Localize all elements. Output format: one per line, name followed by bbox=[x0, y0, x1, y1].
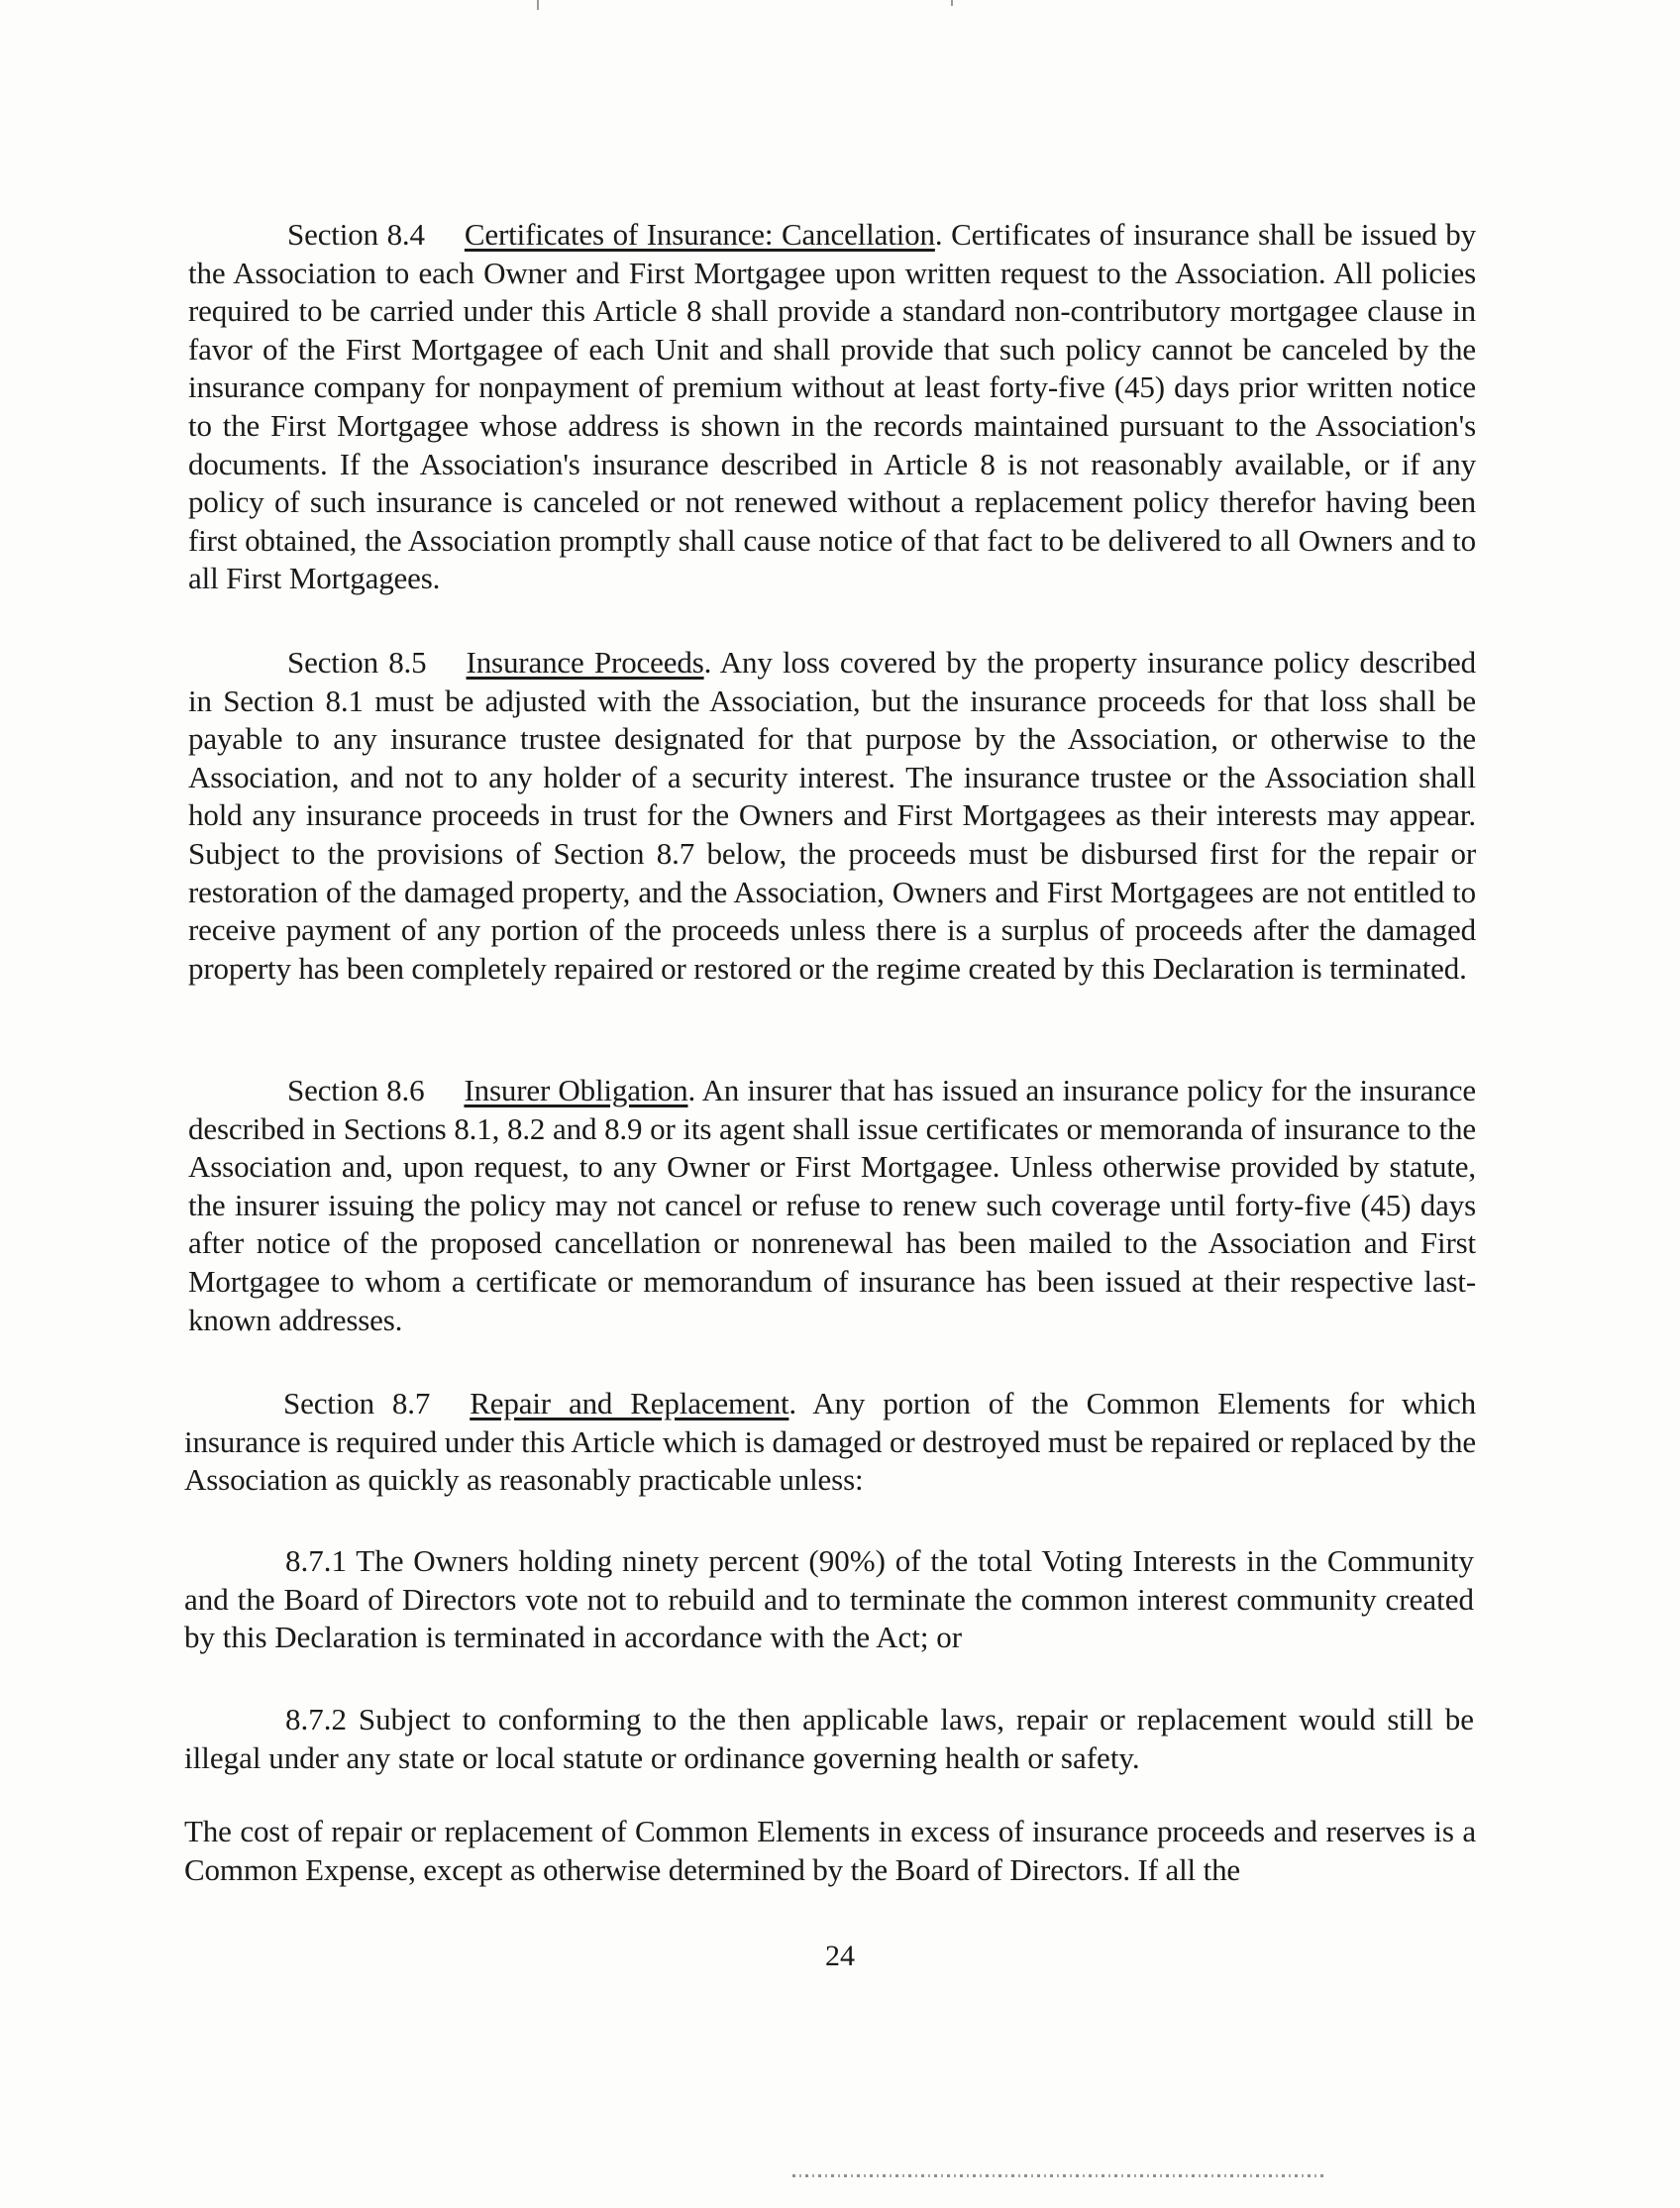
scan-artifact-bottom bbox=[792, 2174, 1327, 2177]
section-8-6-heading: Insurer Obligation bbox=[464, 1073, 688, 1107]
scan-artifact-top-left bbox=[537, 0, 539, 10]
scan-artifact-top-right bbox=[951, 0, 953, 6]
section-8-6-body: . An insurer that has issued an insurance policy for the insurance described in Sections 8.1, 8.2 and 8.9 or its agent shall issue certificates or memoranda of insurance to the Association and, upon request, to any Owner or First Mortgagee. Unless otherwise provided by statute, the insurer issuing the policy may not cancel or refuse to renew such coverage until forty-five (45) days after notice of the proposed cancellation or nonrenewal has been mailed to the Association and First Mortgagee to whom a certificate or memorandum of insurance has been issued at their respective last-known addresses. bbox=[188, 1073, 1476, 1337]
section-8-5-body: . Any loss covered by the property insurance policy described in Section 8.1 must be adjusted with the Association, but the insurance proceeds for that loss shall be payable to any insurance trustee designated for that purpose by the Association, or otherwise to the Association, and not to any holder of a security interest. The insurance trustee or the Association shall hold any insurance proceeds in trust for the Owners and First Mortgagees as their interests may appear. Subject to the provisions of Section 8.7 below, the proceeds must be disbursed first for the repair or restoration of the damaged property, and the Association, Owners and First Mortgagees are not entitled to receive payment of any portion of the proceeds unless there is a surplus of proceeds after the damaged property has been completely repaired or restored or the regime created by this Declaration is terminated. bbox=[188, 645, 1476, 986]
subsection-8-7-2: 8.7.2 Subject to conforming to the then applicable laws, repair or replacement would still be illegal under any state or local statute or ordinance governing health or safety. bbox=[184, 1702, 1474, 1775]
section-8-4-body: . Certificates of insurance shall be issued by the Association to each Owner and First Mortgagee upon written request to the Association. All policies required to be carried under this Article 8 shall provide a standard non-contributory mortgagee clause in favor of the First Mortgagee of each Unit and shall provide that such policy cannot be canceled by the insurance company for nonpayment of premium without at least forty-five (45) days prior written notice to the First Mortgagee whose address is shown in the records maintained pursuant to the Association's documents. If the Association's insurance described in Article 8 is not reasonably available, or if any policy of such insurance is canceled or not renewed without a replacement policy therefor having been first obtained, the Association promptly shall cause notice of that fact to be delivered to all Owners and to all First Mortgagees. bbox=[188, 217, 1476, 596]
section-8-7-heading: Repair and Replacement bbox=[470, 1386, 789, 1420]
subsection-8-7-1: 8.7.1 The Owners holding ninety percent (90%) of the total Voting Interests in the Community and the Board of Directors vote not to rebuild and to terminate the common interest community created by this Declaration is terminated in accordance with the Act; or bbox=[184, 1543, 1474, 1655]
page-number: 24 bbox=[825, 1940, 855, 1972]
section-8-7-label: Section 8.7 bbox=[283, 1386, 431, 1420]
closing-paragraph: The cost of repair or replacement of Common Elements in excess of insurance proceeds and reserves is a Common Expense, except as otherwise determined by the Board of Directors. If all the bbox=[184, 1814, 1476, 1887]
section-8-5-heading: Insurance Proceeds bbox=[466, 645, 704, 680]
section-8-5-label: Section 8.5 bbox=[287, 645, 427, 680]
section-8-6-label: Section 8.6 bbox=[287, 1073, 425, 1107]
section-8-5-paragraph bbox=[188, 644, 1476, 988]
section-8-7-paragraph bbox=[184, 1385, 1476, 1500]
section-8-4-label: Section 8.4 bbox=[287, 217, 425, 252]
section-8-4-paragraph bbox=[188, 216, 1476, 598]
section-8-6-paragraph bbox=[188, 1072, 1476, 1339]
section-8-7-body: . Any portion of the Common Elements for which insurance is required under this Article which is damaged or destroyed must be repaired or replaced by the Association as quickly as reasonably practicable unless: bbox=[184, 1386, 1476, 1498]
section-8-4-heading: Certificates of Insurance: Cancellation bbox=[464, 217, 935, 252]
